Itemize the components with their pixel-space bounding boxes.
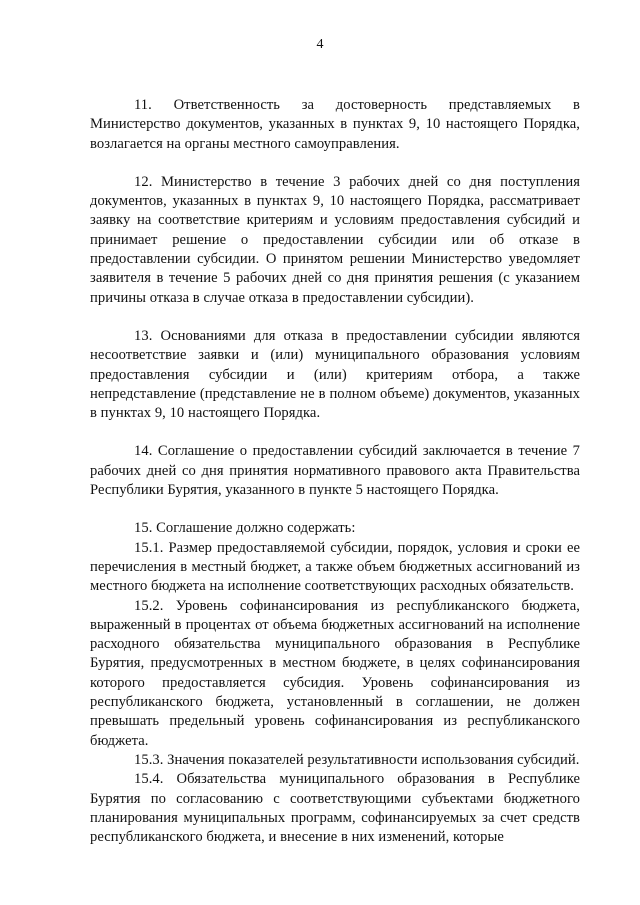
- document-body: [90, 96, 580, 847]
- paragraph-13: 13. Основаниями для отказа в предоставлении субсидии являются несоответствие заявки и (или) муниципального образования условиям предоставления субсидии и (или) критериям отбора, а также непредставление (представление не в полном объеме) документов, указанных в пунктах 9, 10 настоящего Порядка.: [90, 327, 580, 422]
- paragraph-14: 14. Соглашение о предоставлении субсидий заключается в течение 7 рабочих дней со дня принятия нормативного правового акта Правительства Республики Бурятия, указанного в пункте 5 настоящего Порядка.: [90, 443, 580, 499]
- paragraph-15-1: 15.1. Размер предоставляемой субсидии, порядок, условия и сроки ее перечисления в местный бюджет, а также объем бюджетных ассигнований из местного бюджета на исполнение соответствующих расходных обязательств.: [90, 539, 580, 595]
- paragraph-15-3: 15.3. Значения показателей результативности использования субсидий.: [134, 751, 580, 768]
- page-number: 4: [316, 37, 324, 52]
- paragraph-15-4: 15.4. Обязательства муниципального образования в Республике Бурятия по согласованию с соответствующими субъектами бюджетного планирования муниципальных программ, софинансируемых за счет средств республиканского бюджета, и внесение в них изменений, которые: [90, 771, 580, 846]
- paragraph-11: 11. Ответственность за достоверность представляемых в Министерство документов, указанных в пунктах 9, 10 настоящего Порядка, возлагается на органы местного самоуправления.: [90, 97, 580, 152]
- paragraph-15: 15. Соглашение должно содержать:: [134, 520, 356, 537]
- paragraph-12: 12. Министерство в течение 3 рабочих дней со дня поступления документов, указанных в пунктах 9, 10 настоящего Порядка, рассматривает заявку на соответствие критериям и условиям предоставления субсидий и принимает решение о предоставлении субсидии или об отказе в предоставлении субсидии. О принятом решении Министерство уведомляет заявителя в течение 5 рабочих дней со дня принятия решения (с указанием причины отказа в случае отказа в предоставлении субсидии).: [90, 173, 580, 306]
- paragraph-15-2: 15.2. Уровень софинансирования из республиканского бюджета, выраженный в процентах от объема бюджетных ассигнований на исполнение расходного обязательства муниципального образования в Республике Бурятия, предусмотренных в местном бюджете, в целях софинансирования которого предоставляется субсидия. Уровень софинансирования из республиканского бюджета, установленный в соглашении, не должен превышать предельный уровень софинансирования из республиканского бюджета.: [90, 597, 580, 749]
